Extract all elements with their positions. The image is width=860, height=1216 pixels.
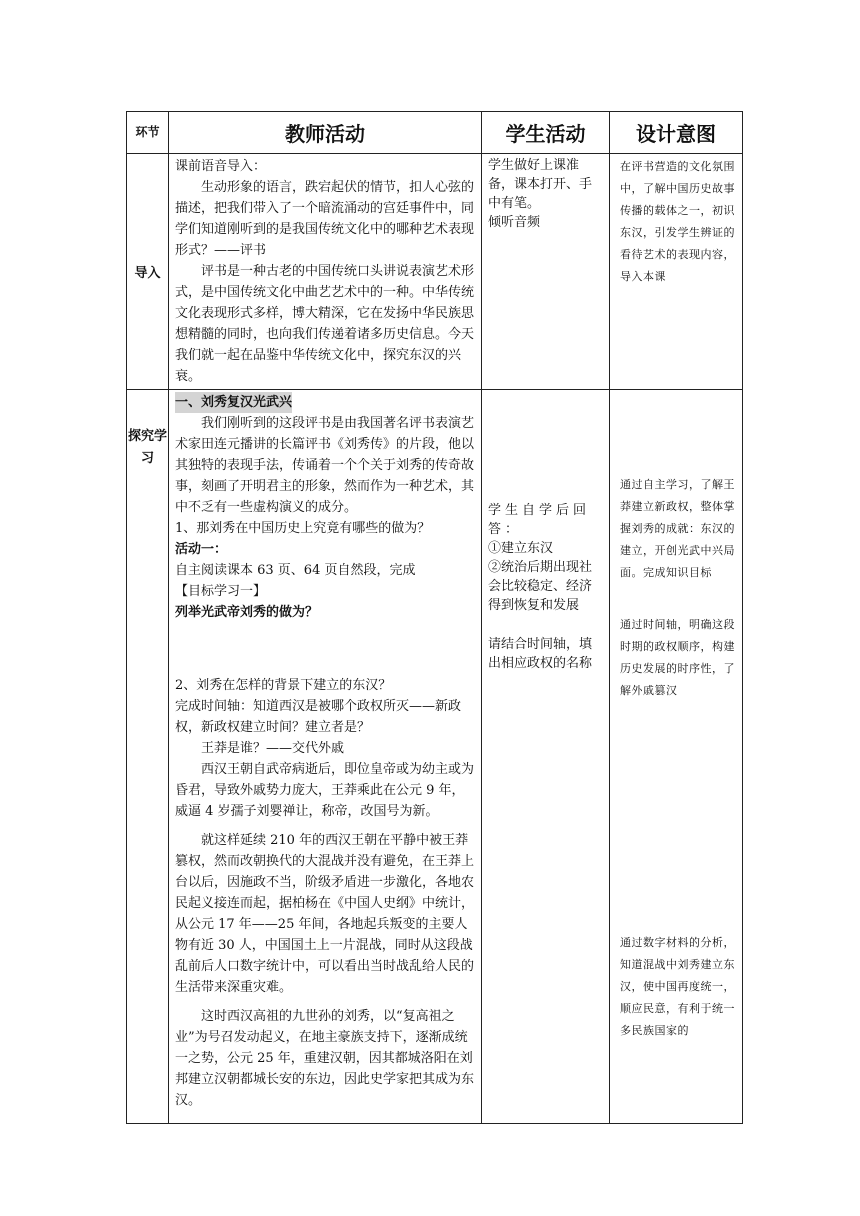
- intro-teacher-line-2: 评书是一种古老的中国传统口头讲说表演艺术形式，是中国传统文化中曲艺艺术中的一种。中华传统文化表现形式多样，博大精深，它在发扬中华民族思想精髓的同时，也向我们传递着诸多历史信息。今天我们就一起在品鉴中华传统文化中，探究东汉的兴衰。: [175, 264, 475, 384]
- intro-student-line-0: 学生做好上课准备，课本打开、手中有笔。: [488, 158, 593, 211]
- question-1: 1、那刘秀在中国历史上究竟有哪些的做为？: [175, 521, 431, 536]
- segment-intro: [127, 154, 169, 390]
- design-note-3: 通过数字材料的分析，知道混战中刘秀建立东汉，使中国再度统一，顺应民意，有利于统一多民族国家的: [620, 936, 735, 1037]
- intro-row: [127, 154, 743, 390]
- question-2: 2、刘秀在怎样的背景下建立的东汉？: [175, 678, 392, 693]
- activity-label: 活动一：: [175, 542, 228, 557]
- student-answer-intro: 学生自学后回答：: [488, 503, 591, 537]
- intro-student-line-1: 倾听音频: [488, 215, 541, 230]
- section-title: 一、刘秀复汉光武兴: [175, 392, 292, 413]
- explore-paragraph-1: 我们刚听到的这段评书是由我国著名评书表演艺术家田连元播讲的长篇评书《刘秀传》的片段，他以其独特的表现手法，传诵着一个个关于刘秀的传奇故事，刻画了开明君主的形象，然而作为一种艺术，其中不乏有一些虚构演义的成分。: [175, 416, 475, 515]
- header-design: 设计意图: [610, 112, 743, 154]
- header-segment: 环节: [127, 112, 169, 154]
- intro-teacher-line-1: 生动形象的语言，跌宕起伏的情节，扣人心弦的描述，把我们带入了一个暗流涌动的宫廷事件中，同学们知道刚听到的是我国传统文化中的哪种艺术表现形式？——评书: [175, 180, 475, 258]
- goal-question: 列举光武帝刘秀的做为？: [175, 605, 319, 620]
- explore-teacher-cell: [169, 390, 482, 1124]
- read-instruction: 自主阅读课本 63 页、64 页自然段，完成: [175, 563, 416, 578]
- intro-teacher-cell: [169, 154, 482, 390]
- explore-design-cell: [610, 390, 743, 1124]
- explore-row: [127, 390, 743, 1124]
- segment-intro-label: 导入: [134, 266, 161, 281]
- explore-paragraph-3: 就这样延续 210 年的西汉王朝在平静中被王莽篡权，然而改朝换代的大混战并没有避免，在王莽上台以后，因施政不当，阶级矛盾进一步激化，各地农民起义接连而起，据柏杨在《中国人史纲》中统计，从公元 17 年——25 年间，各地起兵叛变的主要人物有近 30 人，中国国土上一片混战，同时从这段战乱前后人口数字统计中，可以看出当时战乱给人民的生活带来深重灾难。: [175, 833, 475, 995]
- explore-student-cell: [482, 390, 610, 1124]
- goal-label: 【目标学习一】: [175, 584, 267, 599]
- lesson-plan-table: [126, 111, 743, 1124]
- intro-student-cell: [482, 154, 610, 390]
- design-note-2: 通过时间轴，明确这段时期的政权顺序，构建历史发展的时序性，了解外戚篡汉: [620, 618, 735, 697]
- student-answer-2: ②统治后期出现社会比较稳定、经济得到恢复和发展: [488, 560, 593, 613]
- segment-explore-label: 探究学习: [127, 429, 167, 466]
- header-row: [127, 112, 743, 154]
- timeline-task: 完成时间轴：知道西汉是被哪个政权所灭——新政权，新政权建立时间？建立者是？: [175, 699, 462, 735]
- explore-paragraph-4: 这时西汉高祖的九世孙的刘秀，以“复高祖之业”为号召发动起义，在地主豪族支持下，逐渐成统一之势，公元 25 年，重建汉朝，因其都城洛阳在刘邦建立汉朝都城长安的东边，因此史学家把其成为东汉。: [175, 1009, 475, 1108]
- student-timeline-task: 请结合时间轴，填出相应政权的名称: [488, 637, 593, 671]
- intro-design-text: 在评书营造的文化氛围中，了解中国历史故事传播的载体之一，初识东汉，引发学生辨证的看待艺术的表现内容，导入本课: [620, 160, 735, 283]
- explore-paragraph-2: 西汉王朝自武帝病逝后，即位皇帝或为幼主或为昏君，导致外戚势力庞大，王莽乘此在公元 9 年，威逼 4 岁孺子刘婴禅让，称帝，改国号为新。: [175, 762, 475, 819]
- intro-teacher-line-0: 课前语音导入：: [175, 159, 267, 174]
- header-student: 学生活动: [482, 112, 610, 154]
- student-answer-1: ①建立东汉: [488, 541, 554, 556]
- intro-design-cell: [610, 154, 743, 390]
- header-teacher: 教师活动: [169, 112, 482, 154]
- segment-explore: [127, 390, 169, 1124]
- wangmang-line: 王莽是谁？——交代外戚: [201, 741, 345, 756]
- design-note-1: 通过自主学习，了解王莽建立新政权，整体掌握刘秀的成就：东汉的建立，开创光武中兴局面。完成知识目标: [620, 478, 735, 579]
